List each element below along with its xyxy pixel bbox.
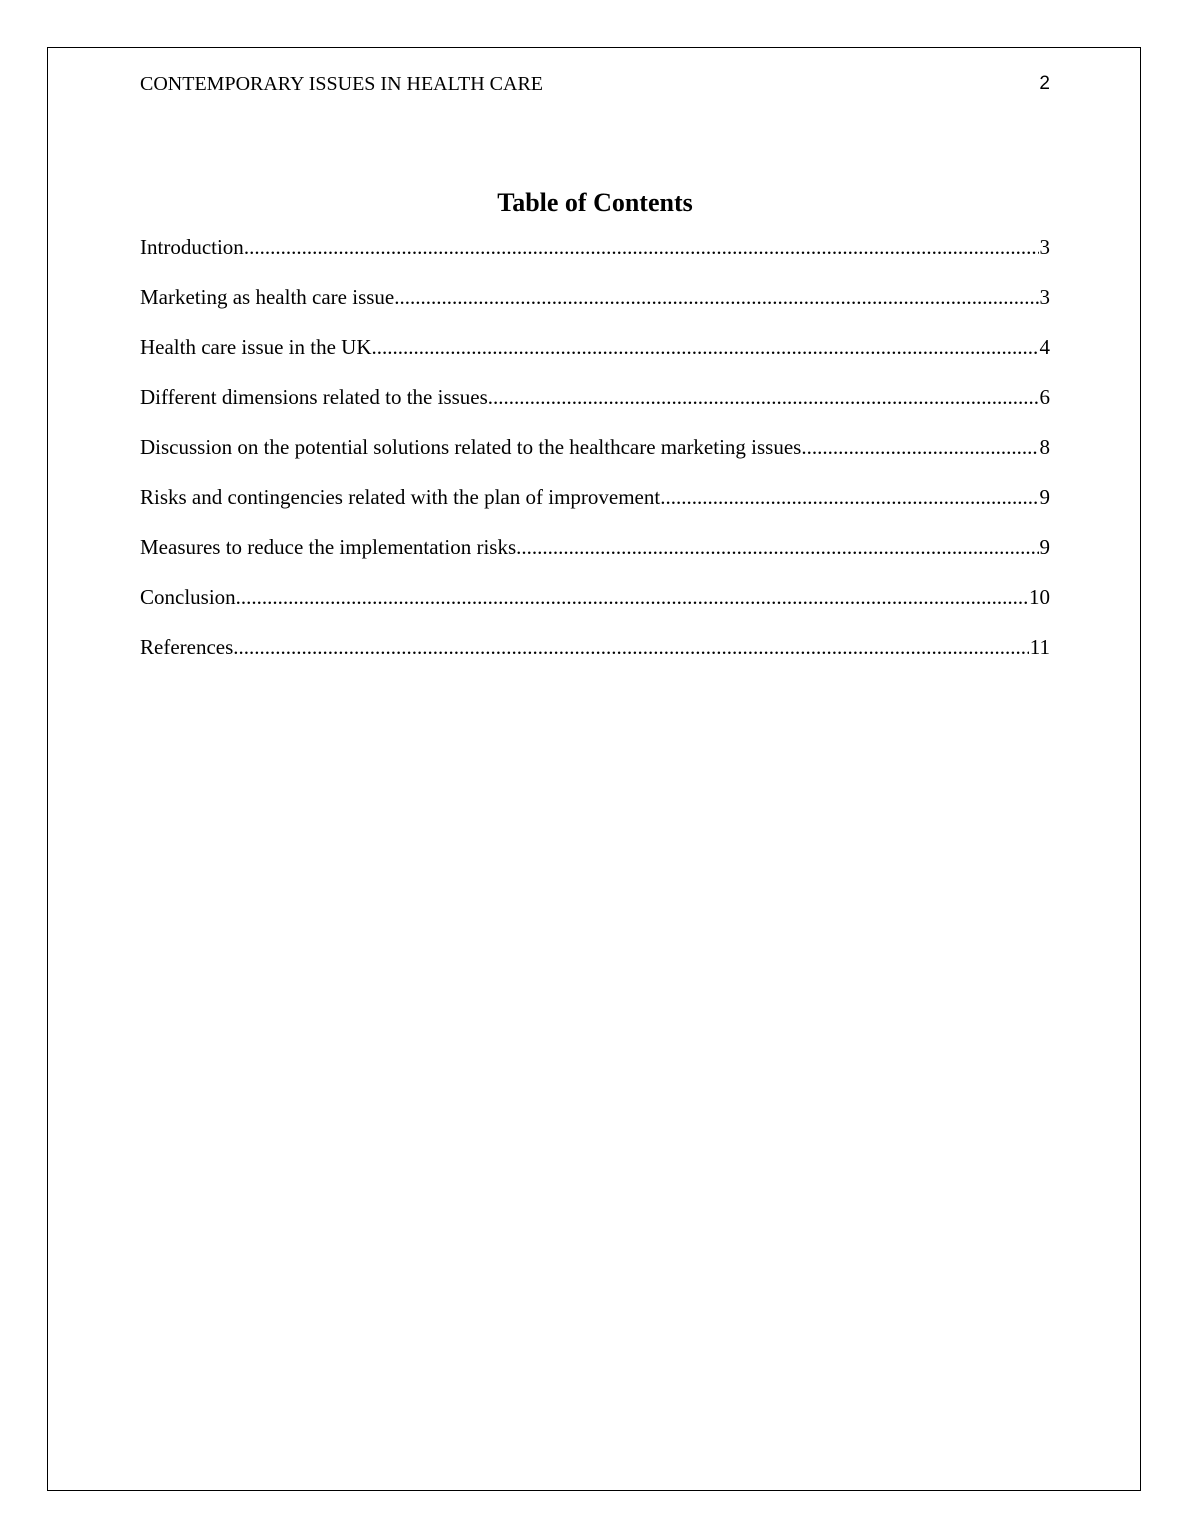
toc-entry-references[interactable] (140, 633, 1050, 683)
toc-entry-page: 8 (1039, 435, 1050, 459)
toc-entry-page: 3 (1039, 235, 1050, 259)
toc-entry-page: 6 (1039, 385, 1050, 409)
toc-entry-text[interactable]: Conclusion (140, 585, 236, 609)
running-head: CONTEMPORARY ISSUES IN HEALTH CARE (140, 73, 544, 95)
toc-list (140, 233, 1050, 683)
toc-entry-dimensions[interactable] (140, 383, 1050, 433)
toc-entry-page: 3 (1039, 285, 1050, 309)
toc-dot-leader (801, 433, 1038, 461)
toc-dot-leader (372, 333, 1039, 361)
toc-entry-page: 10 (1029, 585, 1050, 609)
toc-dot-leader (236, 583, 1028, 611)
page-number: 2 (1039, 73, 1050, 94)
toc-entry-text[interactable]: Health care issue in the UK (140, 335, 372, 359)
toc-entry-measures[interactable] (140, 533, 1050, 583)
toc-entry-text[interactable]: Measures to reduce the implementation risks (140, 535, 517, 559)
toc-entry-conclusion[interactable] (140, 583, 1050, 633)
toc-entry-marketing[interactable] (140, 283, 1050, 333)
toc-entry-page: 9 (1039, 535, 1050, 559)
toc-entry-text[interactable]: Discussion on the potential solutions related to the healthcare marketing issues (140, 435, 802, 459)
toc-entry-page: 11 (1029, 635, 1050, 659)
toc-entry-page: 9 (1039, 485, 1050, 509)
toc-dot-leader (233, 633, 1028, 661)
toc-dot-leader (660, 483, 1038, 511)
toc-entry-solutions[interactable] (140, 433, 1050, 483)
toc-dot-leader (244, 233, 1039, 261)
toc-dot-leader (488, 383, 1039, 411)
toc-entry-text[interactable]: Marketing as health care issue (140, 285, 395, 309)
toc-entry-introduction[interactable] (140, 233, 1050, 283)
toc-entry-text[interactable]: Different dimensions related to the issues (140, 385, 488, 409)
toc-entry-text[interactable]: References (140, 635, 234, 659)
toc-entry-text[interactable]: Risks and contingencies related with the plan of improvement (140, 485, 661, 509)
toc-entry-page: 4 (1039, 335, 1050, 359)
toc-entry-risks[interactable] (140, 483, 1050, 533)
toc-entry-text[interactable]: Introduction (140, 235, 244, 259)
toc-title: Table of Contents (497, 188, 693, 217)
toc-entry-health-care-uk[interactable] (140, 333, 1050, 383)
toc-dot-leader (394, 283, 1038, 311)
toc-dot-leader (516, 533, 1038, 561)
